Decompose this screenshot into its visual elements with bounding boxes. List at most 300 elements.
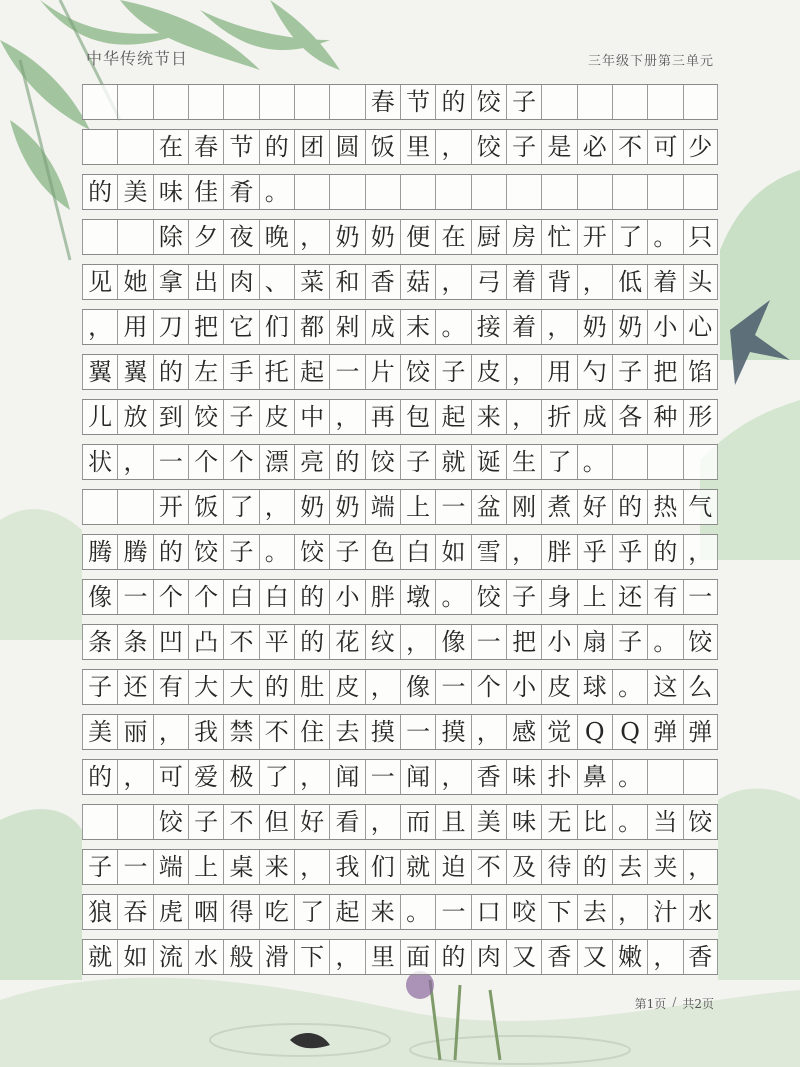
grid-cell xyxy=(329,85,364,119)
grid-cell: 乎 xyxy=(612,535,647,569)
grid-cell: 个 xyxy=(471,670,506,704)
grid-cell: 的 xyxy=(82,760,117,794)
grid-cell: 子 xyxy=(506,85,541,119)
grid-cell: 我 xyxy=(188,715,223,749)
grid-cell: 奶 xyxy=(612,310,647,344)
grid-cell: 去 xyxy=(577,895,612,929)
grid-cell: 凸 xyxy=(188,625,223,659)
bottom-scenery-decoration xyxy=(0,971,800,1067)
grid-cell: 美 xyxy=(117,175,152,209)
grid-cell: Q xyxy=(577,715,612,749)
grid-cell: 又 xyxy=(577,940,612,974)
grid-cell: 好 xyxy=(577,490,612,524)
grid-cell: 饭 xyxy=(188,490,223,524)
grid-cell: 汁 xyxy=(647,895,682,929)
grid-cell: 香 xyxy=(365,265,400,299)
grid-cell: 翼 xyxy=(82,355,117,389)
grid-cell: ， xyxy=(329,400,364,434)
grid-cell xyxy=(82,220,117,254)
grid-cell: 着 xyxy=(647,265,682,299)
grid-cell: 。 xyxy=(400,895,435,929)
grid-cell: ， xyxy=(294,760,329,794)
grid-cell xyxy=(82,490,117,524)
grid-row xyxy=(82,894,718,930)
essay-grid-paper xyxy=(82,84,718,984)
grid-cell: 嫩 xyxy=(612,940,647,974)
grid-cell: ， xyxy=(365,670,400,704)
grid-cell: 摸 xyxy=(365,715,400,749)
grid-cell: 房 xyxy=(506,220,541,254)
grid-cell xyxy=(647,760,682,794)
grid-cell: 我 xyxy=(329,850,364,884)
grid-cell: 用 xyxy=(117,310,152,344)
grid-cell: 去 xyxy=(329,715,364,749)
grid-cell: 不 xyxy=(471,850,506,884)
grid-cell: 弹 xyxy=(647,715,682,749)
grid-cell: 好 xyxy=(294,805,329,839)
grid-cell: 一 xyxy=(683,580,718,614)
grid-cell: 口 xyxy=(471,895,506,929)
grid-cell: 流 xyxy=(153,940,188,974)
grid-cell: 饭 xyxy=(365,130,400,164)
grid-cell: 奶 xyxy=(577,310,612,344)
grid-cell: Q xyxy=(612,715,647,749)
grid-row xyxy=(82,354,718,390)
grid-cell: 。 xyxy=(435,310,470,344)
page-indicator xyxy=(635,995,714,1012)
grid-cell: 各 xyxy=(612,400,647,434)
grid-cell: ， xyxy=(683,850,718,884)
grid-cell: 吞 xyxy=(117,895,152,929)
grid-cell: 一 xyxy=(471,625,506,659)
grid-cell: 味 xyxy=(506,805,541,839)
grid-cell: 吃 xyxy=(259,895,294,929)
grid-cell: ， xyxy=(259,490,294,524)
grid-cell: ， xyxy=(683,535,718,569)
grid-cell: 。 xyxy=(259,535,294,569)
grid-cell xyxy=(612,175,647,209)
grid-cell: 。 xyxy=(259,175,294,209)
grid-cell: 春 xyxy=(365,85,400,119)
grid-cell: 小 xyxy=(541,625,576,659)
grid-cell: 。 xyxy=(435,580,470,614)
grid-cell: 白 xyxy=(259,580,294,614)
grid-cell: ， xyxy=(400,625,435,659)
grid-cell xyxy=(117,85,152,119)
grid-cell: 皮 xyxy=(259,400,294,434)
grid-cell: 一 xyxy=(365,760,400,794)
grid-cell xyxy=(82,130,117,164)
grid-cell: 味 xyxy=(506,760,541,794)
grid-cell: 饺 xyxy=(683,805,718,839)
grid-cell: 不 xyxy=(223,805,258,839)
grid-cell: 气 xyxy=(683,490,718,524)
grid-cell: 着 xyxy=(506,265,541,299)
grid-row xyxy=(82,129,718,165)
grid-cell: 丽 xyxy=(117,715,152,749)
grid-cell: 饺 xyxy=(294,535,329,569)
grid-cell: 一 xyxy=(117,850,152,884)
grid-cell: 小 xyxy=(647,310,682,344)
grid-cell: ， xyxy=(471,715,506,749)
grid-cell xyxy=(117,805,152,839)
grid-cell: 在 xyxy=(153,130,188,164)
grid-row xyxy=(82,264,718,300)
header-series-title: 中华传统节日 xyxy=(86,49,189,68)
grid-cell: 上 xyxy=(188,850,223,884)
grid-cell: 住 xyxy=(294,715,329,749)
grid-cell: 状 xyxy=(82,445,117,479)
grid-cell: 翼 xyxy=(117,355,152,389)
grid-cell: 看 xyxy=(329,805,364,839)
grid-cell: 香 xyxy=(683,940,718,974)
grid-cell: 来 xyxy=(471,400,506,434)
grid-cell: 手 xyxy=(223,355,258,389)
grid-cell: 而 xyxy=(400,805,435,839)
grid-cell: 的 xyxy=(294,625,329,659)
grid-cell xyxy=(647,175,682,209)
grid-cell: 咬 xyxy=(506,895,541,929)
grid-cell: 腾 xyxy=(117,535,152,569)
grid-cell: 勺 xyxy=(577,355,612,389)
grid-cell: 水 xyxy=(683,895,718,929)
grid-cell: 及 xyxy=(506,850,541,884)
grid-cell xyxy=(683,175,718,209)
grid-cell: 了 xyxy=(541,445,576,479)
grid-cell: 亮 xyxy=(294,445,329,479)
grid-cell: 可 xyxy=(153,760,188,794)
grid-cell: 奶 xyxy=(329,490,364,524)
grid-row xyxy=(82,939,718,975)
grid-cell: 皮 xyxy=(329,670,364,704)
grid-cell xyxy=(683,85,718,119)
grid-cell: 成 xyxy=(577,400,612,434)
grid-cell: 像 xyxy=(435,625,470,659)
grid-cell: 饺 xyxy=(188,535,223,569)
grid-cell: 中 xyxy=(294,400,329,434)
grid-cell: ， xyxy=(435,130,470,164)
grid-cell: 种 xyxy=(647,400,682,434)
grid-cell: 味 xyxy=(153,175,188,209)
grid-cell: 如 xyxy=(435,535,470,569)
grid-cell: 。 xyxy=(612,670,647,704)
grid-cell: 子 xyxy=(188,805,223,839)
grid-cell: ， xyxy=(294,220,329,254)
grid-cell xyxy=(435,175,470,209)
grid-cell: 就 xyxy=(400,850,435,884)
grid-cell: 一 xyxy=(435,490,470,524)
grid-cell: 饺 xyxy=(471,85,506,119)
grid-cell: 的 xyxy=(435,940,470,974)
grid-cell: 子 xyxy=(506,580,541,614)
grid-cell: 当 xyxy=(647,805,682,839)
grid-cell xyxy=(612,445,647,479)
grid-cell: 去 xyxy=(612,850,647,884)
grid-cell: 迫 xyxy=(435,850,470,884)
grid-cell: 饺 xyxy=(471,130,506,164)
grid-cell: ， xyxy=(506,400,541,434)
grid-cell: 端 xyxy=(365,490,400,524)
essay-title-row xyxy=(82,84,718,120)
grid-cell: 节 xyxy=(400,85,435,119)
grid-cell: 起 xyxy=(329,895,364,929)
grid-cell: ， xyxy=(117,445,152,479)
grid-cell: 把 xyxy=(188,310,223,344)
grid-row xyxy=(82,174,718,210)
grid-cell: 无 xyxy=(541,805,576,839)
grid-cell: 又 xyxy=(506,940,541,974)
grid-cell: 极 xyxy=(223,760,258,794)
grid-cell: 弓 xyxy=(471,265,506,299)
grid-cell: 开 xyxy=(153,490,188,524)
grid-cell: 鼻 xyxy=(577,760,612,794)
grid-cell: 剁 xyxy=(329,310,364,344)
grid-cell: 平 xyxy=(259,625,294,659)
grid-cell: 个 xyxy=(223,445,258,479)
grid-cell: ， xyxy=(612,895,647,929)
grid-cell: 子 xyxy=(82,850,117,884)
grid-cell xyxy=(294,175,329,209)
grid-cell: 不 xyxy=(223,625,258,659)
grid-cell: 不 xyxy=(612,130,647,164)
grid-cell: 夜 xyxy=(223,220,258,254)
grid-cell: 的 xyxy=(435,85,470,119)
grid-cell: 弹 xyxy=(683,715,718,749)
grid-cell xyxy=(223,85,258,119)
grid-cell: 有 xyxy=(647,580,682,614)
grid-cell: 用 xyxy=(541,355,576,389)
grid-cell: 子 xyxy=(612,355,647,389)
grid-cell: 少 xyxy=(683,130,718,164)
grid-cell: ， xyxy=(506,535,541,569)
grid-cell: 们 xyxy=(365,850,400,884)
grid-cell: 形 xyxy=(683,400,718,434)
grid-cell: 胖 xyxy=(365,580,400,614)
grid-cell: 扑 xyxy=(541,760,576,794)
grid-cell: 待 xyxy=(541,850,576,884)
grid-cell: 奶 xyxy=(329,220,364,254)
grid-cell xyxy=(471,175,506,209)
grid-cell: 端 xyxy=(153,850,188,884)
grid-cell: 来 xyxy=(259,850,294,884)
grid-cell: 了 xyxy=(294,895,329,929)
grid-cell: 的 xyxy=(259,670,294,704)
grid-cell: 厨 xyxy=(471,220,506,254)
grid-cell: 。 xyxy=(647,625,682,659)
grid-cell: 子 xyxy=(400,445,435,479)
grid-cell: 的 xyxy=(612,490,647,524)
grid-cell: 一 xyxy=(435,895,470,929)
grid-cell: 晚 xyxy=(259,220,294,254)
grid-cell xyxy=(506,175,541,209)
grid-cell: 但 xyxy=(259,805,294,839)
grid-cell: 闻 xyxy=(400,760,435,794)
grid-cell: 上 xyxy=(400,490,435,524)
grid-cell: 的 xyxy=(259,130,294,164)
grid-cell: 。 xyxy=(612,805,647,839)
grid-cell: 除 xyxy=(153,220,188,254)
grid-cell: 拿 xyxy=(153,265,188,299)
grid-row xyxy=(82,444,718,480)
grid-cell: 小 xyxy=(506,670,541,704)
grid-cell: 可 xyxy=(647,130,682,164)
grid-cell xyxy=(577,175,612,209)
grid-cell: 馅 xyxy=(683,355,718,389)
grid-cell: 再 xyxy=(365,400,400,434)
grid-cell: 个 xyxy=(188,580,223,614)
grid-cell: 菇 xyxy=(400,265,435,299)
grid-cell: 就 xyxy=(82,940,117,974)
grid-cell: 片 xyxy=(365,355,400,389)
grid-cell: 雪 xyxy=(471,535,506,569)
grid-cell xyxy=(612,85,647,119)
grid-cell: 夹 xyxy=(647,850,682,884)
grid-cell xyxy=(82,85,117,119)
grid-cell: 托 xyxy=(259,355,294,389)
grid-cell: 忙 xyxy=(541,220,576,254)
grid-cell: 。 xyxy=(647,220,682,254)
grid-cell: 上 xyxy=(577,580,612,614)
grid-cell: 肉 xyxy=(223,265,258,299)
grid-cell: 一 xyxy=(435,670,470,704)
grid-cell: 见 xyxy=(82,265,117,299)
grid-cell xyxy=(541,175,576,209)
grid-cell: 了 xyxy=(259,760,294,794)
grid-cell: 大 xyxy=(188,670,223,704)
grid-cell: 花 xyxy=(329,625,364,659)
grid-cell: 接 xyxy=(471,310,506,344)
grid-cell: 比 xyxy=(577,805,612,839)
grid-cell: 出 xyxy=(188,265,223,299)
grid-cell: 么 xyxy=(683,670,718,704)
grid-cell: ， xyxy=(541,310,576,344)
grid-cell: 必 xyxy=(577,130,612,164)
grid-cell: 皮 xyxy=(471,355,506,389)
grid-row xyxy=(82,579,718,615)
grid-cell: 子 xyxy=(223,535,258,569)
grid-cell: ， xyxy=(82,310,117,344)
grid-cell: 。 xyxy=(577,445,612,479)
grid-cell: 煮 xyxy=(541,490,576,524)
grid-cell: 成 xyxy=(365,310,400,344)
grid-cell: 滑 xyxy=(259,940,294,974)
grid-cell: 的 xyxy=(647,535,682,569)
grid-cell: 的 xyxy=(577,850,612,884)
grid-cell xyxy=(329,175,364,209)
grid-row xyxy=(82,804,718,840)
grid-cell: 在 xyxy=(435,220,470,254)
grid-cell: 刀 xyxy=(153,310,188,344)
grid-cell: 子 xyxy=(329,535,364,569)
grid-cell: 到 xyxy=(153,400,188,434)
grid-cell xyxy=(259,85,294,119)
grid-cell: 开 xyxy=(577,220,612,254)
grid-cell: 奶 xyxy=(294,490,329,524)
grid-cell: 起 xyxy=(294,355,329,389)
grid-cell: 胖 xyxy=(541,535,576,569)
grid-cell: 的 xyxy=(82,175,117,209)
grid-cell: 下 xyxy=(294,940,329,974)
grid-cell: 饺 xyxy=(365,445,400,479)
grid-cell: 像 xyxy=(400,670,435,704)
grid-cell: 肴 xyxy=(223,175,258,209)
grid-cell: 头 xyxy=(683,265,718,299)
grid-cell: 美 xyxy=(471,805,506,839)
total-pages: 共2页 xyxy=(682,997,714,1011)
grid-cell xyxy=(577,85,612,119)
grid-row xyxy=(82,759,718,795)
grid-cell: 饺 xyxy=(471,580,506,614)
grid-cell: 奶 xyxy=(365,220,400,254)
grid-cell: 刚 xyxy=(506,490,541,524)
grid-row xyxy=(82,849,718,885)
grid-cell: 虎 xyxy=(153,895,188,929)
grid-cell: 起 xyxy=(435,400,470,434)
grid-cell: 美 xyxy=(82,715,117,749)
grid-row xyxy=(82,219,718,255)
grid-row xyxy=(82,534,718,570)
grid-cell: 水 xyxy=(188,940,223,974)
grid-cell: 香 xyxy=(541,940,576,974)
grid-cell: ， xyxy=(506,355,541,389)
grid-row xyxy=(82,669,718,705)
grid-cell: 球 xyxy=(577,670,612,704)
grid-cell: 摸 xyxy=(435,715,470,749)
grid-cell xyxy=(683,760,718,794)
grid-cell: 的 xyxy=(153,355,188,389)
grid-cell: 子 xyxy=(223,400,258,434)
grid-cell: 儿 xyxy=(82,400,117,434)
grid-cell: 都 xyxy=(294,310,329,344)
grid-cell: 饺 xyxy=(683,625,718,659)
grid-cell: 菜 xyxy=(294,265,329,299)
grid-cell: 一 xyxy=(153,445,188,479)
grid-cell: ， xyxy=(577,265,612,299)
grid-row xyxy=(82,714,718,750)
grid-cell: ， xyxy=(435,265,470,299)
grid-cell: 香 xyxy=(471,760,506,794)
grid-cell: 墩 xyxy=(400,580,435,614)
grid-cell: 闻 xyxy=(329,760,364,794)
grid-cell: 折 xyxy=(541,400,576,434)
grid-cell: 白 xyxy=(223,580,258,614)
grid-cell: 白 xyxy=(400,535,435,569)
grid-row xyxy=(82,489,718,525)
grid-cell: 背 xyxy=(541,265,576,299)
grid-cell: 来 xyxy=(365,895,400,929)
grid-cell: 爱 xyxy=(188,760,223,794)
grid-cell xyxy=(117,490,152,524)
grid-cell: 只 xyxy=(683,220,718,254)
grid-row xyxy=(82,624,718,660)
grid-cell: 的 xyxy=(329,445,364,479)
grid-cell: 们 xyxy=(259,310,294,344)
grid-cell: 面 xyxy=(400,940,435,974)
grid-cell xyxy=(400,175,435,209)
grid-cell: 个 xyxy=(188,445,223,479)
grid-cell: 里 xyxy=(400,130,435,164)
grid-cell: 狼 xyxy=(82,895,117,929)
grid-cell: 心 xyxy=(683,310,718,344)
grid-cell: 和 xyxy=(329,265,364,299)
grid-cell: 凹 xyxy=(153,625,188,659)
grid-cell: 便 xyxy=(400,220,435,254)
grid-cell: 夕 xyxy=(188,220,223,254)
grid-cell: ， xyxy=(294,850,329,884)
grid-cell: 个 xyxy=(153,580,188,614)
grid-cell: 如 xyxy=(117,940,152,974)
grid-cell: ， xyxy=(329,940,364,974)
